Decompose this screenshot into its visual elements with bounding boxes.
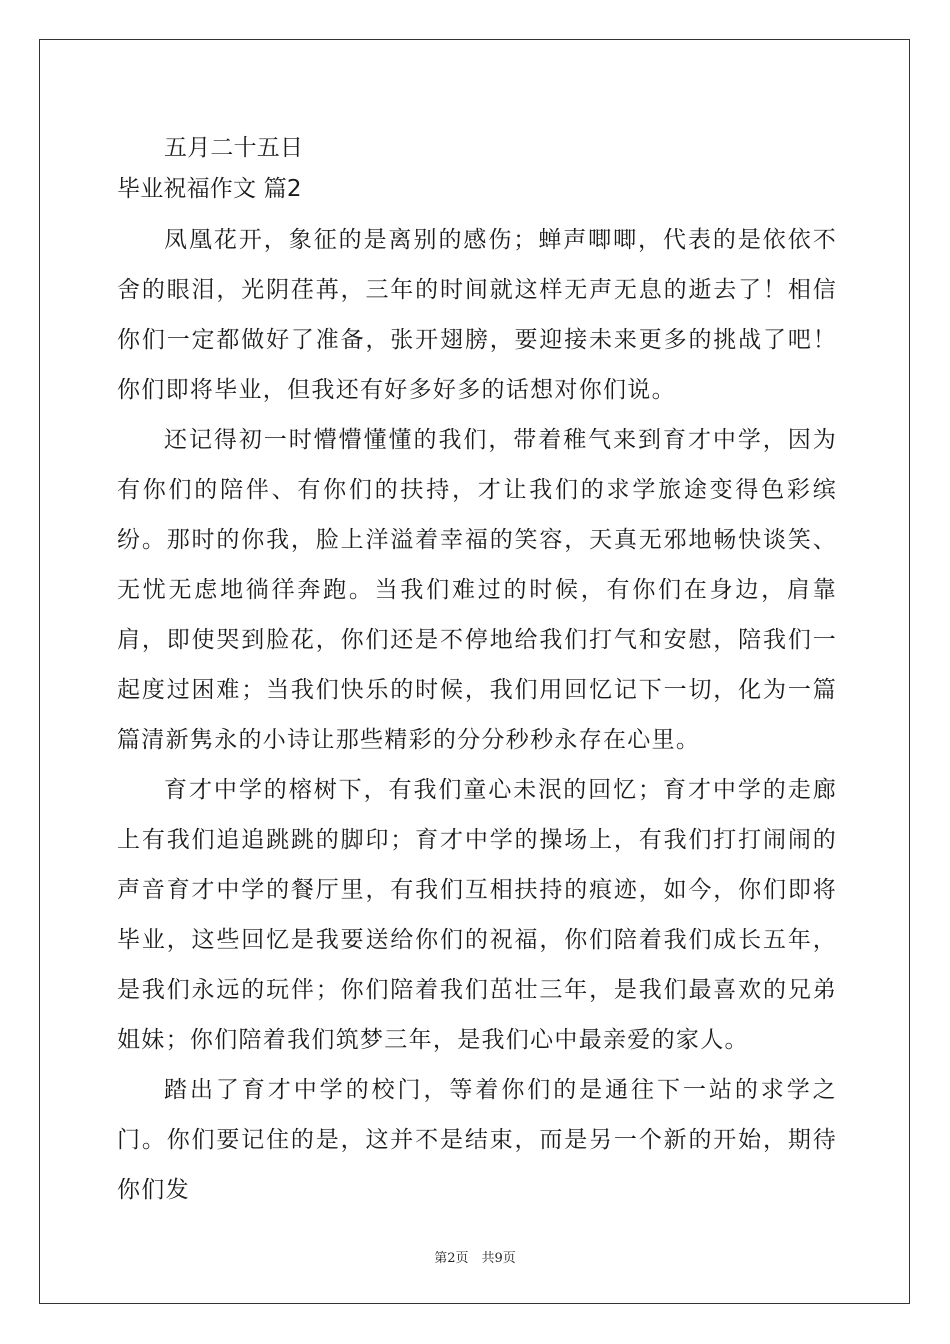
paragraph-1: 凤凰花开，象征的是离别的感伤；蝉声唧唧，代表的是依依不舍的眼泪，光阴荏苒，三年的时间就这样无声无息的逝去了！相信你们一定都做好了准备，张开翅膀，要迎接未来更多的挑战了吧！你们即将毕业，但我还有好多好多的话想对你们说。 xyxy=(117,227,837,403)
paragraph-4: 踏出了育才中学的校门，等着你们的是通往下一站的求学之门。你们要记住的是，这并不是结束，而是另一个新的开始，期待你们发 xyxy=(117,1077,837,1203)
page-number: 第2页 共9页 xyxy=(434,1251,516,1266)
paragraph-2: 还记得初一时懵懵懂懂的我们，带着稚气来到育才中学，因为有你们的陪伴、有你们的扶持，才让我们的求学旅途变得色彩缤纷。那时的你我，脸上洋溢着幸福的笑容，天真无邪地畅快谈笑、无忧无虑地徜徉奔跑。当我们难过的时候，有你们在身边，肩靠肩，即使哭到脸花，你们还是不停地给我们打气和安慰，陪我们一起度过困难；当我们快乐的时候，我们用回忆记下一切，化为一篇篇清新隽永的小诗让那些精彩的分分秒秒永存在心里。 xyxy=(117,427,837,753)
document-body xyxy=(117,128,837,1215)
paragraph-3: 育才中学的榕树下，有我们童心未泯的回忆；育才中学的走廊上有我们追追跳跳的脚印；育才中学的操场上，有我们打打闹闹的声音育才中学的餐厅里，有我们互相扶持的痕迹，如今，你们即将毕业，这些回忆是我要送给你们的祝福，你们陪着我们成长五年，是我们永远的玩伴；你们陪着我们茁壮三年，是我们最喜欢的兄弟姐妹；你们陪着我们筑梦三年，是我们心中最亲爱的家人。 xyxy=(117,777,837,1053)
section-heading: 毕业祝福作文 篇2 xyxy=(117,175,302,202)
date-line: 五月二十五日 xyxy=(164,135,304,161)
